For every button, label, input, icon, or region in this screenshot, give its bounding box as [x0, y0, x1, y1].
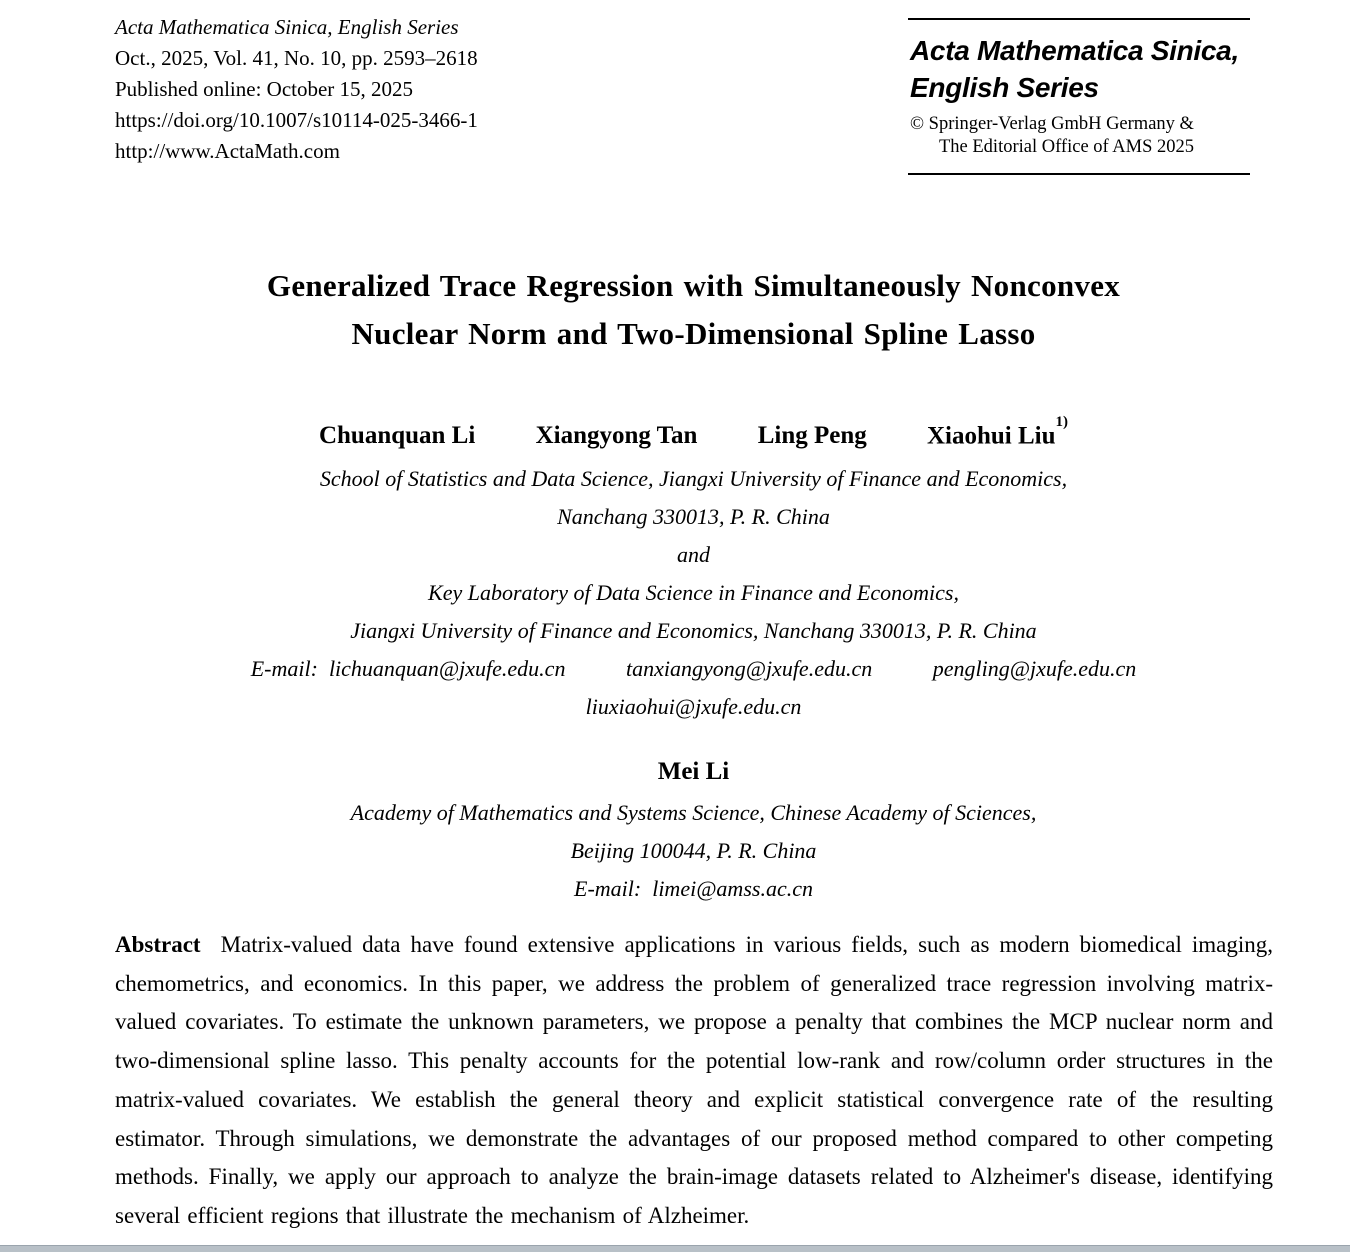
author-name-2: Xiangyong Tan [535, 422, 698, 450]
author-name-4-text: Xiaohui Liu [927, 422, 1056, 450]
affiliation-line: Key Laboratory of Data Science in Finance and Economics, [428, 580, 959, 606]
abstract-text: Matrix-valued data have found extensive applications in various fields, such as modern biomedical imaging, chemometrics, and economics. In this paper, we address the problem of generalized trace regression involving matrix-valued covariates. To estimate the unknown parameters, we propose a penalty that combines the MCP nuclear norm and two-dimensional spline lasso. This penalty accounts for the potential low-rank and row/column order structures in the matrix-valued covariates. We establish the general theory and explicit statistical convergence rate of the resulting estimator. Through simulations, we demonstrate the advantages of our proposed method compared to other competing methods. Finally, we apply our approach to analyze the brain-image datasets related to Alzheimer's disease, identifying several efficient regions that illustrate the mechanism of Alzheimer. [115, 932, 1273, 1228]
affiliation-line: Jiangxi University of Finance and Economics, Nanchang 330013, P. R. China [350, 618, 1037, 644]
journal-issue-info: Oct., 2025, Vol. 41, No. 10, pp. 2593–2618 [115, 46, 478, 70]
email-label: E-mail: [250, 656, 318, 682]
affiliation-line: Beijing 100044, P. R. China [570, 838, 817, 864]
author-name-4 [927, 414, 1068, 452]
author-email[interactable]: lichuanquan@jxufe.edu.cn [328, 656, 566, 682]
affiliation-connector: and [677, 542, 710, 568]
author-email[interactable]: tanxiangyong@jxufe.edu.cn [625, 656, 873, 682]
paper-title-line1: Generalized Trace Regression with Simultaneously Nonconvex [266, 268, 1121, 303]
masthead-copyright [910, 113, 1250, 159]
paper-title [115, 262, 1272, 358]
author-email[interactable]: liuxiaohui@jxufe.edu.cn [585, 694, 802, 720]
journal-name: Acta Mathematica Sinica, English Series [115, 15, 459, 39]
masthead-journal-title [910, 32, 1250, 106]
author-row [115, 414, 1272, 452]
copyright-line1: © Springer-Verlag GmbH Germany & [910, 114, 1194, 134]
doi-link[interactable]: https://doi.org/10.1007/s10114-025-3466-1 [115, 108, 478, 132]
masthead-title-line2: English Series [910, 72, 1099, 103]
masthead-title-line1: Acta Mathematica Sinica, [910, 35, 1239, 66]
copyright-line2: The Editorial Office of AMS 2025 [939, 137, 1195, 157]
abstract-label: Abstract [115, 932, 201, 957]
email-row [115, 650, 1272, 688]
affiliation-line: School of Statistics and Data Science, Jiangxi University of Finance and Economics, [319, 466, 1068, 492]
affiliation-line: Nanchang 330013, P. R. China [557, 504, 830, 530]
author-email[interactable]: limei@amss.ac.cn [652, 876, 813, 902]
email-row [115, 870, 1272, 908]
journal-masthead [908, 18, 1250, 175]
journal-citation-block [115, 12, 478, 167]
author-name-1: Chuanquan Li [318, 422, 476, 450]
abstract-section [115, 926, 1273, 1236]
authors-block [115, 414, 1272, 908]
author-footnote-marker: 1) [1055, 413, 1069, 430]
email-label: E-mail: [574, 876, 642, 902]
affiliation-line: Academy of Mathematics and Systems Science, Chinese Academy of Sciences, [350, 800, 1037, 826]
author-email[interactable]: pengling@jxufe.edu.cn [932, 656, 1137, 682]
author-name-3: Ling Peng [757, 422, 867, 450]
published-online-line: Published online: October 15, 2025 [115, 77, 414, 101]
author-name-5: Mei Li [657, 758, 730, 786]
journal-url-link[interactable]: http://www.ActaMath.com [115, 139, 340, 163]
paper-title-line2: Nuclear Norm and Two-Dimensional Spline Lasso [351, 316, 1036, 351]
window-bottom-edge [0, 1245, 1350, 1252]
